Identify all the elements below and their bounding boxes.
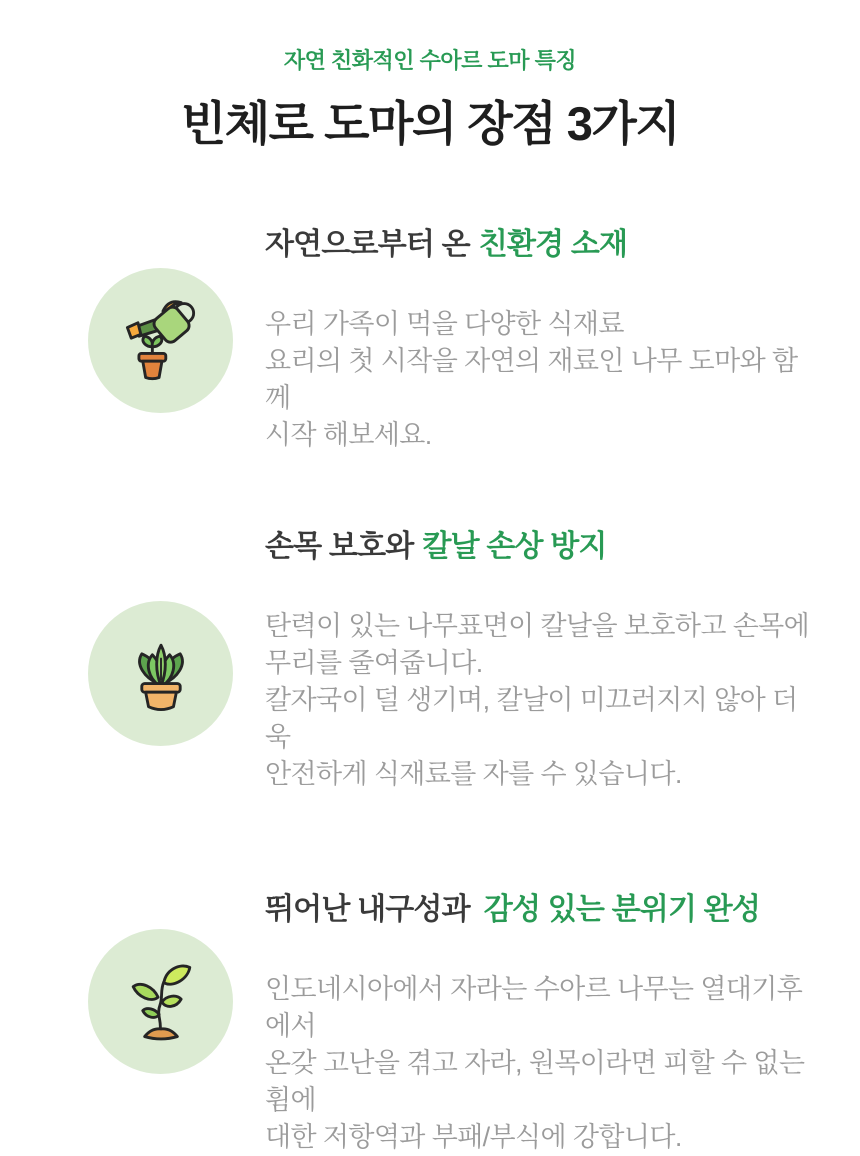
heading-green-text: 친환경 소재: [478, 228, 628, 261]
heading-dark-text: 자연으로부터 온: [265, 228, 470, 261]
body-line: 탄력이 있는 나무표면이 칼날을 보호하고 손목에: [265, 611, 810, 641]
body-line: 칼자국이 덜 생기며, 칼날이 미끄러지지 않아 더욱: [265, 685, 798, 752]
icon-circle: [88, 268, 233, 413]
heading-green-text: 칼날 손상 방지: [422, 530, 607, 563]
page-title: 빈체로 도마의 장점 3가지: [180, 97, 680, 150]
text-column: [265, 228, 820, 454]
heading-dark-text: 뛰어난 내구성과: [265, 893, 470, 926]
body-line: 인도네시아에서 자라는 수아르 나무는 열대기후에서: [265, 974, 803, 1041]
section-body: [265, 971, 820, 1156]
body-line: 요리의 첫 시작을 자연의 재료인 나무 도마와 함께: [265, 346, 798, 413]
feature-section-knife-protection: [0, 530, 860, 793]
icon-column: [0, 530, 265, 746]
header-subtitle: 자연 친화적인 수아르 도마 특징: [283, 48, 577, 73]
heading-green-text: 감성 있는 분위기 완성: [483, 893, 761, 926]
body-line: 대한 저항역과 부패/부식에 강합니다.: [265, 1122, 682, 1152]
section-body: [265, 306, 820, 454]
feature-section-durability: [0, 893, 860, 1156]
potted-plant-icon: [113, 626, 209, 722]
text-column: [265, 893, 820, 1156]
body-line: 시작 해보세요.: [265, 420, 432, 450]
section-heading: [265, 893, 820, 926]
body-line: 온갖 고난을 겪고 자라, 원목이라면 피할 수 없는 휨에: [265, 1048, 805, 1115]
text-column: [265, 530, 820, 793]
section-heading: [265, 228, 820, 261]
seedling-icon: [113, 954, 209, 1050]
section-heading: [265, 530, 820, 563]
icon-circle: [88, 601, 233, 746]
header: [0, 0, 860, 154]
body-line: 무리를 줄여줍니다.: [265, 648, 483, 678]
icon-circle: [88, 929, 233, 1074]
heading-dark-text: 손목 보호와: [265, 530, 414, 563]
feature-section-eco-material: [0, 228, 860, 454]
body-line: 우리 가족이 먹을 다양한 식재료: [265, 309, 624, 339]
section-body: [265, 608, 820, 793]
watering-can-icon: [113, 293, 209, 389]
body-line: 안전하게 식재료를 자를 수 있습니다.: [265, 759, 682, 789]
icon-column: [0, 228, 265, 413]
icon-column: [0, 893, 265, 1074]
